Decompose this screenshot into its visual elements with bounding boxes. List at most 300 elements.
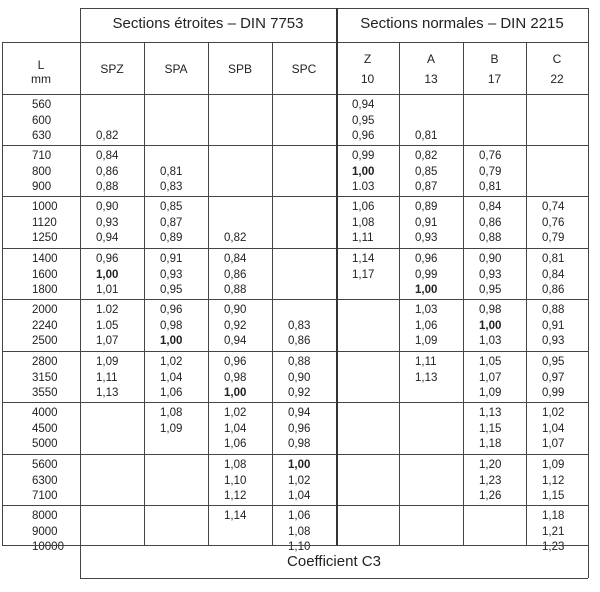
coefficient-value bbox=[288, 200, 291, 216]
coefficient-value bbox=[96, 458, 99, 474]
length-value: 560 bbox=[32, 99, 52, 111]
coefficient-value: 0,86 bbox=[96, 165, 119, 178]
column-label: SPA bbox=[164, 62, 188, 76]
column-label: C bbox=[552, 52, 562, 66]
value-cell-b bbox=[479, 303, 501, 350]
coefficient-value: 0,90 bbox=[479, 253, 502, 265]
value-cell-a bbox=[415, 458, 418, 505]
coefficient-value bbox=[352, 525, 355, 541]
length-group bbox=[32, 458, 58, 505]
grid-line bbox=[80, 8, 81, 578]
length-group bbox=[32, 200, 58, 247]
value-cell-spa bbox=[160, 406, 182, 453]
coefficient-value bbox=[288, 165, 291, 181]
value-cell-spa bbox=[160, 149, 182, 196]
value-cell-c bbox=[542, 303, 564, 350]
value-cell-spb bbox=[224, 149, 227, 196]
coefficient-value: 0,97 bbox=[542, 371, 565, 384]
coefficient-value: 1,04 bbox=[224, 422, 247, 435]
value-cell-spc bbox=[288, 406, 310, 453]
coefficient-value: 1.05 bbox=[96, 319, 119, 332]
coefficient-value bbox=[479, 114, 482, 130]
coefficient-value bbox=[479, 98, 482, 114]
grid-line bbox=[2, 248, 588, 249]
coefficient-value: 1,21 bbox=[542, 525, 565, 538]
coefficient-value: 1,17 bbox=[352, 268, 375, 281]
column-header-z bbox=[336, 50, 399, 88]
value-cell-b bbox=[479, 98, 482, 145]
value-cell-spz bbox=[96, 458, 99, 505]
coefficient-value: 0,94 bbox=[352, 99, 375, 111]
value-cell-z bbox=[352, 355, 355, 402]
coefficient-value: 1,11 bbox=[352, 232, 374, 244]
column-label: SPZ bbox=[100, 62, 124, 76]
value-cell-c bbox=[542, 98, 545, 145]
coefficient-value: 0,93 bbox=[160, 268, 183, 281]
grid-line bbox=[399, 42, 400, 545]
coefficient-value bbox=[415, 509, 418, 525]
coefficient-value: 1,06 bbox=[288, 510, 311, 522]
coefficient-value bbox=[288, 98, 291, 114]
coefficient-value bbox=[224, 114, 227, 130]
coefficient-value bbox=[160, 458, 163, 474]
coefficient-value: 0,79 bbox=[542, 232, 565, 244]
column-header-spc bbox=[272, 60, 336, 78]
length-value: 2000 bbox=[32, 304, 58, 316]
coefficient-value bbox=[224, 216, 246, 232]
coefficient-value bbox=[415, 422, 418, 438]
coefficient-value: 1,18 bbox=[479, 438, 502, 450]
coefficient-value: 0,85 bbox=[160, 201, 183, 213]
coefficient-value: 0,96 bbox=[160, 304, 183, 316]
coefficient-value bbox=[160, 525, 163, 541]
length-value: 2500 bbox=[32, 335, 58, 347]
coefficient-value: 0,88 bbox=[224, 284, 247, 296]
length-group bbox=[32, 98, 51, 145]
length-value: 800 bbox=[32, 165, 52, 178]
coefficient-value: 1.02 bbox=[96, 304, 119, 316]
length-value: 4500 bbox=[32, 422, 58, 435]
coefficient-value: 0,96 bbox=[288, 422, 311, 435]
coefficient-value: 0,84 bbox=[542, 268, 565, 281]
coefficient-value: 0,81 bbox=[415, 130, 438, 142]
coefficient-value: 1,15 bbox=[479, 422, 502, 435]
value-cell-spz bbox=[96, 149, 118, 196]
value-cell-spz bbox=[96, 252, 118, 299]
length-letter: L bbox=[37, 58, 45, 72]
coefficient-value: 0,83 bbox=[288, 319, 311, 332]
coefficient-value bbox=[96, 406, 99, 422]
value-cell-spb bbox=[224, 200, 246, 247]
length-value: 8000 bbox=[32, 510, 58, 522]
coefficient-value bbox=[160, 509, 163, 525]
coefficient-value bbox=[288, 303, 310, 319]
header-narrow-sections: Sections étroites – DIN 7753 bbox=[112, 15, 304, 32]
coefficient-value: 0,89 bbox=[160, 232, 183, 244]
coefficient-value: 1,18 bbox=[542, 510, 565, 522]
value-cell-c bbox=[542, 458, 564, 505]
coefficient-value bbox=[224, 200, 246, 216]
coefficient-value: 0,90 bbox=[224, 304, 247, 316]
coefficient-value bbox=[352, 371, 355, 387]
grid-line bbox=[2, 94, 588, 95]
length-group bbox=[32, 406, 58, 453]
coefficient-value: 0,88 bbox=[96, 181, 119, 193]
coefficient-value: 0,93 bbox=[415, 232, 438, 244]
grid-line bbox=[2, 145, 588, 146]
coefficient-value bbox=[415, 437, 418, 453]
value-cell-spb bbox=[224, 98, 227, 145]
length-value: 3150 bbox=[32, 371, 58, 384]
length-unit: mm bbox=[31, 72, 51, 86]
coefficient-value: 0,81 bbox=[160, 165, 183, 178]
value-cell-z bbox=[352, 509, 355, 556]
value-cell-c bbox=[542, 406, 564, 453]
value-cell-spa bbox=[160, 303, 182, 350]
length-value: 1250 bbox=[32, 232, 58, 244]
grid-line bbox=[208, 42, 209, 545]
coefficient-value: 1,02 bbox=[542, 407, 565, 419]
coefficient-value: 0,81 bbox=[542, 253, 565, 265]
coefficient-value bbox=[479, 525, 482, 541]
grid-line bbox=[2, 402, 588, 403]
coefficient-value: 1,09 bbox=[160, 422, 183, 435]
length-value: 1400 bbox=[32, 253, 58, 265]
value-cell-spc bbox=[288, 509, 310, 556]
coefficient-value: 1,12 bbox=[542, 474, 565, 487]
coefficient-value bbox=[288, 231, 291, 247]
value-cell-spc bbox=[288, 200, 291, 247]
grid-line bbox=[526, 42, 527, 545]
coefficient-value: 0,96 bbox=[415, 253, 438, 265]
coefficient-value: 1,09 bbox=[96, 356, 119, 368]
coefficient-value: 0,95 bbox=[542, 356, 565, 368]
coefficient-value: 0,88 bbox=[288, 356, 311, 368]
value-cell-spa bbox=[160, 509, 163, 556]
column-header-a bbox=[399, 50, 463, 88]
coefficient-value bbox=[288, 129, 291, 145]
coefficient-value bbox=[352, 303, 355, 319]
coefficient-value: 1,09 bbox=[479, 387, 502, 399]
coefficient-value bbox=[542, 180, 545, 196]
grid-line bbox=[80, 578, 588, 579]
coefficient-value: 0,82 bbox=[96, 130, 119, 142]
value-cell-b bbox=[479, 149, 501, 196]
coefficient-value: 1,11 bbox=[96, 371, 118, 384]
coefficient-value bbox=[224, 98, 227, 114]
length-value: 1000 bbox=[32, 201, 58, 213]
coefficient-value: 1,02 bbox=[288, 474, 311, 487]
length-value: 1800 bbox=[32, 284, 58, 296]
coefficient-value: 1,23 bbox=[542, 541, 565, 553]
coefficient-value bbox=[224, 129, 227, 145]
coefficient-value bbox=[542, 114, 545, 130]
value-cell-c bbox=[542, 355, 564, 402]
coefficient-value: 0,91 bbox=[542, 319, 565, 332]
coefficient-value bbox=[160, 149, 182, 165]
value-cell-c bbox=[542, 252, 564, 299]
coefficient-value: 1,04 bbox=[288, 490, 311, 502]
length-value: 3550 bbox=[32, 387, 58, 399]
length-group bbox=[32, 355, 58, 402]
coefficient-value: 0,99 bbox=[352, 150, 375, 162]
coefficient-value: 1,08 bbox=[224, 459, 247, 471]
coefficient-value: 1,13 bbox=[415, 371, 438, 384]
grid-line bbox=[144, 42, 145, 545]
grid-line bbox=[2, 42, 588, 43]
footer-coefficient-c3: Coefficient C3 bbox=[287, 553, 381, 570]
value-cell-spc bbox=[288, 252, 291, 299]
value-cell-z bbox=[352, 252, 374, 299]
coefficient-value: 1,20 bbox=[479, 459, 502, 471]
coefficient-value: 0,82 bbox=[415, 150, 438, 162]
coefficient-value bbox=[415, 386, 437, 402]
coefficient-value bbox=[288, 149, 291, 165]
coefficient-value: 0,85 bbox=[415, 165, 438, 178]
value-cell-spb bbox=[224, 509, 246, 556]
value-cell-spa bbox=[160, 252, 182, 299]
coefficient-value bbox=[352, 355, 355, 371]
coefficient-value: 1,00 bbox=[96, 268, 119, 281]
coefficient-value: 1,00 bbox=[224, 387, 247, 399]
coefficient-value bbox=[415, 489, 418, 505]
coefficient-value: 1,08 bbox=[288, 525, 311, 538]
coefficient-value bbox=[352, 509, 355, 525]
value-cell-spz bbox=[96, 509, 99, 556]
value-cell-spa bbox=[160, 200, 182, 247]
value-cell-spc bbox=[288, 98, 291, 145]
coefficient-value: 0,98 bbox=[479, 304, 502, 316]
coefficient-value bbox=[415, 98, 437, 114]
grid-line bbox=[2, 42, 3, 545]
coefficient-value: 0,76 bbox=[542, 216, 565, 229]
coefficient-value: 0,86 bbox=[224, 268, 247, 281]
value-cell-z bbox=[352, 458, 355, 505]
length-value: 7100 bbox=[32, 490, 58, 502]
coefficient-value: 0,95 bbox=[352, 114, 375, 127]
value-cell-z bbox=[352, 303, 355, 350]
coefficient-value: 0,84 bbox=[224, 253, 247, 265]
coefficient-value: 1,00 bbox=[479, 319, 502, 332]
coefficient-value bbox=[224, 149, 227, 165]
coefficient-value: 1,06 bbox=[352, 201, 375, 213]
length-value: 630 bbox=[32, 130, 52, 142]
length-value: 900 bbox=[32, 181, 52, 193]
coefficient-value: 1,06 bbox=[415, 319, 438, 332]
coefficient-value bbox=[96, 474, 99, 490]
value-cell-spz bbox=[96, 303, 118, 350]
coefficient-value: 0,98 bbox=[160, 319, 183, 332]
coefficient-value bbox=[224, 525, 246, 541]
length-column-header bbox=[2, 58, 80, 86]
value-cell-z bbox=[352, 149, 374, 196]
value-cell-a bbox=[415, 252, 437, 299]
length-value: 9000 bbox=[32, 525, 58, 538]
value-cell-b bbox=[479, 200, 501, 247]
coefficient-value: 0,86 bbox=[288, 335, 311, 347]
coefficient-value: 1,13 bbox=[96, 387, 119, 399]
coefficient-value bbox=[160, 437, 182, 453]
value-cell-spc bbox=[288, 149, 291, 196]
length-value: 710 bbox=[32, 150, 52, 162]
value-cell-spb bbox=[224, 252, 246, 299]
coefficient-value: 0,92 bbox=[288, 387, 311, 399]
coefficient-value: 1,04 bbox=[160, 371, 183, 384]
coefficient-value bbox=[224, 180, 227, 196]
grid-line bbox=[2, 196, 588, 197]
coefficient-value bbox=[160, 129, 163, 145]
coefficient-value bbox=[479, 129, 482, 145]
coefficient-value: 0,91 bbox=[415, 216, 438, 229]
grid-line bbox=[2, 545, 588, 546]
coefficient-value: 1,10 bbox=[224, 474, 247, 487]
coefficient-value: 1,06 bbox=[224, 438, 247, 450]
coefficient-value bbox=[542, 98, 545, 114]
coefficient-value bbox=[415, 474, 418, 490]
coefficient-value: 1,09 bbox=[415, 335, 438, 347]
coefficient-value: 0,93 bbox=[96, 216, 119, 229]
coefficient-value: 0,96 bbox=[352, 130, 375, 142]
value-cell-a bbox=[415, 98, 437, 145]
grid-line bbox=[80, 8, 588, 9]
coefficient-value bbox=[415, 525, 418, 541]
length-group bbox=[32, 149, 51, 196]
coefficient-value bbox=[352, 319, 355, 335]
coefficient-value bbox=[352, 334, 355, 350]
coefficient-value: 1,07 bbox=[96, 335, 119, 347]
value-cell-c bbox=[542, 149, 545, 196]
length-value: 1600 bbox=[32, 268, 58, 281]
coefficient-value: 0,92 bbox=[224, 319, 247, 332]
value-cell-spz bbox=[96, 98, 118, 145]
coefficient-value: 0,88 bbox=[479, 232, 502, 244]
grid-line bbox=[2, 351, 588, 352]
length-value: 1120 bbox=[32, 216, 57, 229]
column-size: 22 bbox=[550, 72, 564, 86]
value-cell-spc bbox=[288, 458, 310, 505]
grid-line bbox=[272, 42, 273, 545]
column-header-spb bbox=[208, 60, 272, 78]
coefficient-value: 1,11 bbox=[415, 356, 437, 368]
column-label: B bbox=[490, 52, 499, 66]
value-cell-spz bbox=[96, 200, 118, 247]
coefficient-value: 0,76 bbox=[479, 150, 502, 162]
coefficient-value bbox=[352, 283, 374, 299]
column-label: A bbox=[426, 52, 435, 66]
value-cell-spc bbox=[288, 355, 310, 402]
coefficient-value bbox=[288, 268, 291, 284]
length-value: 600 bbox=[32, 114, 52, 127]
column-header-spz bbox=[80, 60, 144, 78]
coefficient-value: 1,00 bbox=[160, 335, 183, 347]
value-cell-spb bbox=[224, 303, 246, 350]
coefficient-value: 0,99 bbox=[415, 268, 438, 281]
value-cell-z bbox=[352, 98, 374, 145]
coefficient-value: 0,90 bbox=[288, 371, 311, 384]
coefficient-value: 0,87 bbox=[415, 181, 438, 193]
coefficient-value: 0,89 bbox=[415, 201, 438, 213]
grid-line bbox=[2, 454, 588, 455]
coefficient-value: 0,98 bbox=[224, 371, 247, 384]
coefficient-value: 0,93 bbox=[542, 335, 565, 347]
grid-line bbox=[588, 8, 589, 578]
value-cell-spa bbox=[160, 98, 163, 145]
coefficient-value bbox=[415, 458, 418, 474]
coefficient-value: 1,00 bbox=[288, 459, 311, 471]
value-cell-c bbox=[542, 200, 564, 247]
value-cell-b bbox=[479, 252, 501, 299]
coefficient-value bbox=[288, 283, 291, 299]
coefficient-value: 1,15 bbox=[542, 490, 565, 502]
coefficient-value: 0,91 bbox=[160, 253, 183, 265]
coefficient-value bbox=[288, 252, 291, 268]
coefficient-value: 0,94 bbox=[224, 335, 247, 347]
coefficient-value: 0,98 bbox=[288, 438, 311, 450]
coefficient-value: 1,05 bbox=[479, 356, 502, 368]
coefficient-value: 1,02 bbox=[160, 356, 183, 368]
column-header-spa bbox=[144, 60, 208, 78]
coefficient-value: 1,06 bbox=[160, 387, 183, 399]
coefficient-value: 0,86 bbox=[542, 284, 565, 296]
coefficient-value bbox=[96, 98, 118, 114]
grid-line bbox=[336, 8, 338, 545]
coefficient-value bbox=[288, 216, 291, 232]
coefficient-value: 1,09 bbox=[542, 459, 565, 471]
coefficient-value: 1,03 bbox=[415, 304, 438, 316]
coefficient-value: 1,04 bbox=[542, 422, 565, 435]
length-group bbox=[32, 509, 64, 556]
coefficient-value: 1.03 bbox=[352, 181, 375, 193]
coefficient-value bbox=[224, 165, 227, 181]
length-group bbox=[32, 303, 58, 350]
coefficient-value: 0,96 bbox=[224, 356, 247, 368]
coefficient-value bbox=[96, 509, 99, 525]
coefficient-value: 1,14 bbox=[224, 510, 247, 522]
coefficient-value: 0,95 bbox=[160, 284, 183, 296]
length-value: 2240 bbox=[32, 319, 58, 332]
value-cell-spb bbox=[224, 406, 246, 453]
coefficient-value bbox=[479, 509, 482, 525]
value-cell-b bbox=[479, 458, 501, 505]
length-value: 5000 bbox=[32, 438, 58, 450]
coefficient-value bbox=[352, 474, 355, 490]
coefficient-value: 1,26 bbox=[479, 490, 502, 502]
value-cell-b bbox=[479, 406, 501, 453]
coefficient-value: 0,74 bbox=[542, 201, 565, 213]
length-group bbox=[32, 252, 58, 299]
coefficient-value: 0,82 bbox=[224, 232, 247, 244]
header-normal-sections: Sections normales – DIN 2215 bbox=[360, 15, 564, 32]
value-cell-spc bbox=[288, 303, 310, 350]
coefficient-value bbox=[352, 489, 355, 505]
length-value: 2800 bbox=[32, 356, 58, 368]
value-cell-b bbox=[479, 509, 482, 556]
grid-line bbox=[463, 42, 464, 545]
value-cell-a bbox=[415, 149, 437, 196]
grid-line bbox=[2, 299, 588, 300]
value-cell-spa bbox=[160, 458, 163, 505]
column-size: 17 bbox=[487, 72, 502, 86]
column-label: Z bbox=[363, 52, 372, 66]
coefficient-value: 1,08 bbox=[160, 407, 183, 419]
column-header-b bbox=[463, 50, 526, 88]
length-value: 6300 bbox=[32, 474, 58, 487]
column-label: SPB bbox=[227, 62, 252, 76]
coefficient-value bbox=[542, 165, 545, 181]
coefficient-value bbox=[352, 386, 355, 402]
value-cell-spb bbox=[224, 458, 246, 505]
value-cell-spz bbox=[96, 406, 99, 453]
